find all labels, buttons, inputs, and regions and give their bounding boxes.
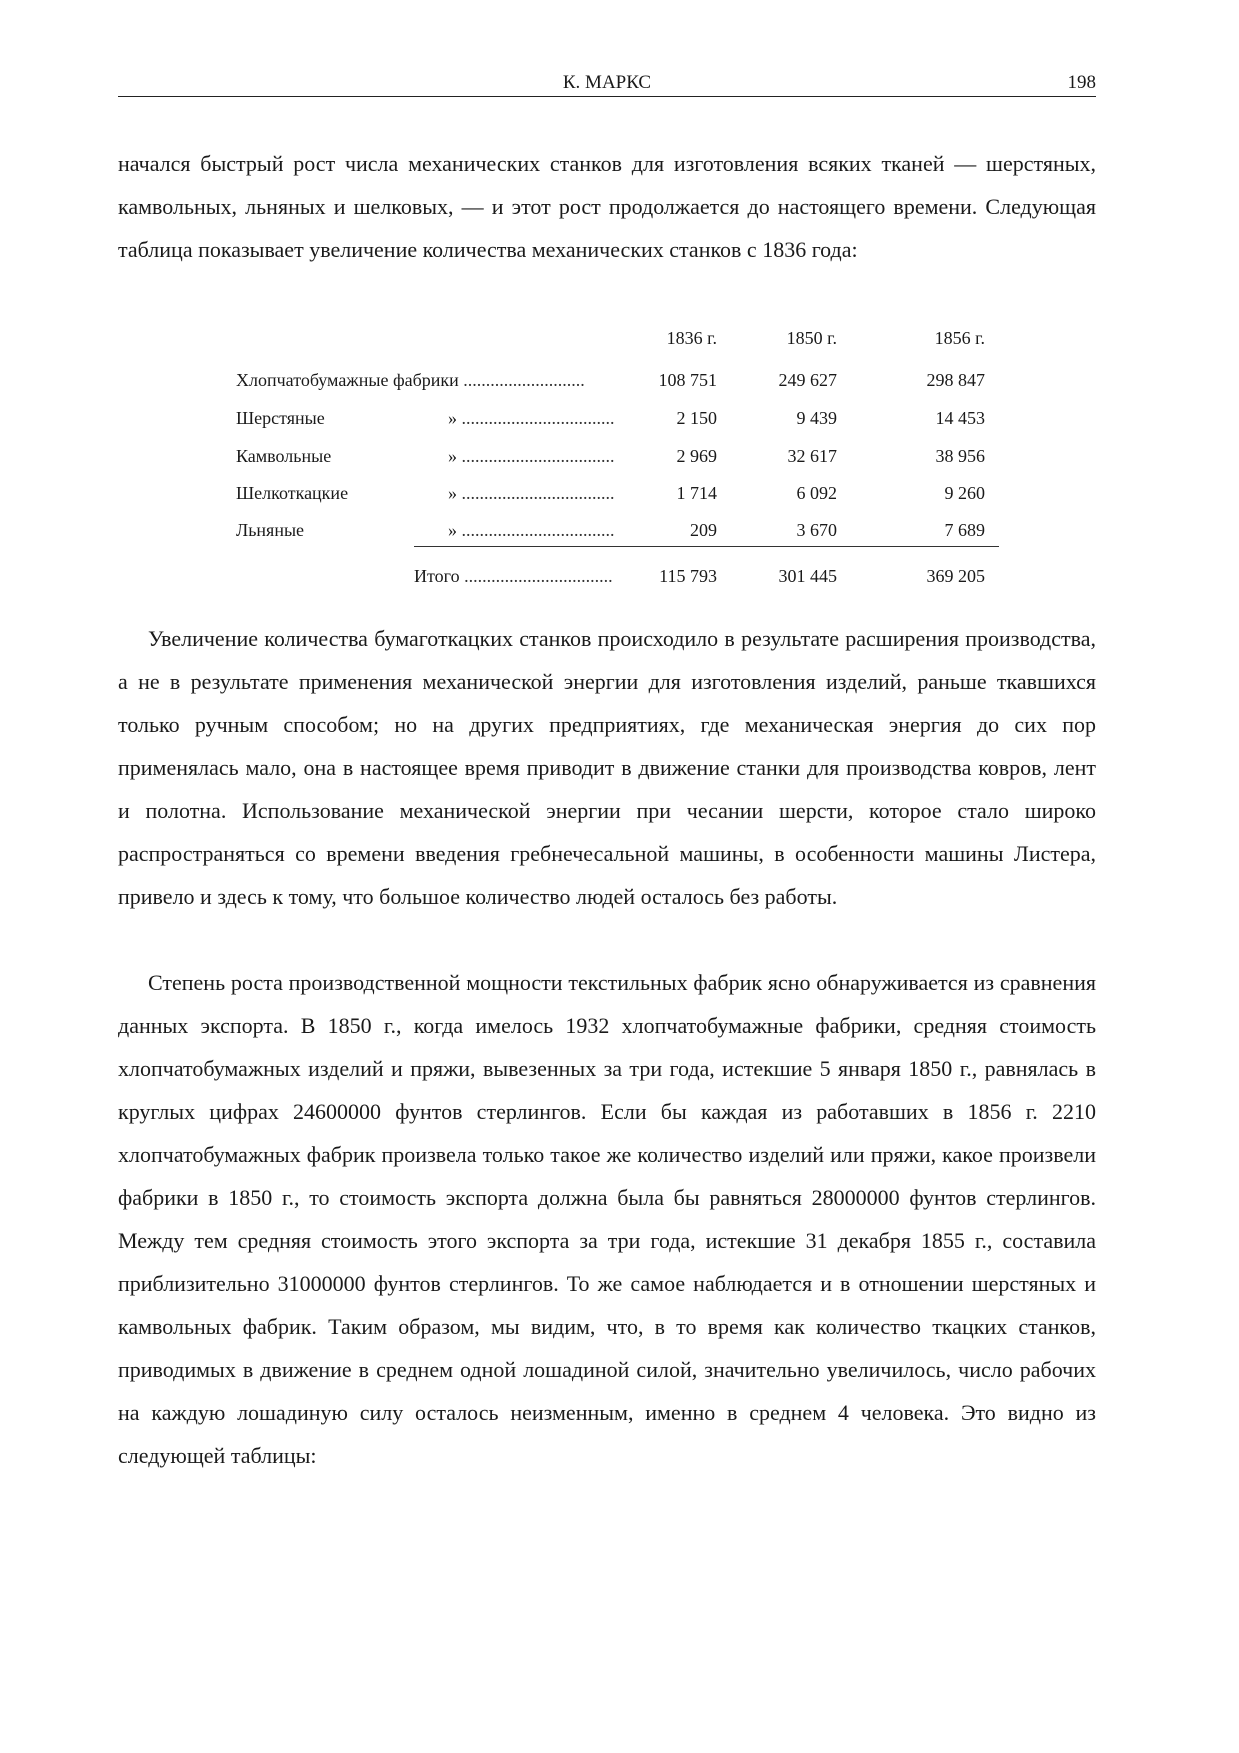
paragraph-1: начался быстрый рост числа механических станков для изготовления всяких тканей — шерстяных, камвольных, льняных и шелковых, — и этот рост продолжается до настоящего времени. Следующая таблица показывает увеличение количества механических станков с 1836 года: [118, 151, 1096, 262]
table-cell: 1 714 [676, 483, 717, 503]
ditto-mark: » .................................. [448, 520, 615, 540]
table-row-label: Льняные [236, 520, 305, 540]
total-cell: 369 205 [926, 566, 985, 586]
total-cell: 115 793 [659, 566, 717, 586]
table-cell: 249 627 [778, 370, 837, 390]
header-author: К. МАРКС [562, 72, 652, 93]
ditto-mark: » .................................. [448, 408, 615, 428]
column-header-1850: 1850 г. [786, 328, 837, 348]
table-cell: 298 847 [926, 370, 985, 390]
table-cell: 32 617 [787, 446, 837, 466]
table-cell: 108 751 [658, 370, 717, 390]
table-cell: 6 092 [796, 483, 837, 503]
table-cell: 2 969 [676, 446, 717, 466]
table-row-label: Камвольные [236, 446, 332, 466]
total-cell: 301 445 [778, 566, 837, 586]
ditto-mark: » .................................. [448, 483, 615, 503]
paragraph-2: Увеличение количества бумаготкацких станков происходило в результате расширения производства, а не в результате применения механической энергии для изготовления изделий, раньше ткавшихся только ручным способом; но на других предприятиях, где механическая энергия до сих пор применялась мало, она в настоящее время приводит в движение станки для производства ковров, лент и полотна. Использование механической энергии при чесании шерсти, которое стало широко распространяться со времени введения гребнечесальной машины, в особенности машины Листера, привело и здесь к тому, что большое количество людей осталось без работы. [118, 626, 1096, 909]
paragraph-3: Степень роста производственной мощности текстильных фабрик ясно обнаруживается из сравнения данных экспорта. В 1850 г., когда имелось 1932 хлопчатобумажные фабрики, средняя стоимость хлопчатобумажных изделий и пряжи, вывезенных за три года, истекшие 5 января 1850 г., равнялась в круглых цифрах 24600000 фунтов стерлингов. Если бы каждая из работавших в 1856 г. 2210 хлопчатобумажных фабрик произвела только такое же количество изделий или пряжи, какое произвели фабрики в 1850 г., то стоимость экспорта должна была бы равняться 28000000 фунтов стерлингов. Между тем средняя стоимость этого экспорта за три года, истекшие 31 декабря 1855 г., составила приблизительно 31000000 фунтов стерлингов. То же самое наблюдается и в отношении шерстяных и камвольных фабрик. Таким образом, мы видим, что, в то время как количество ткацких станков, приводимых в движение в среднем одной лошадиной силой, значительно увеличилось, число рабочих на каждую лошадиную силу осталось неизменным, именно в среднем 4 человека. Это видно из следующей таблицы: [118, 970, 1096, 1468]
table-cell: 38 956 [935, 446, 985, 466]
table-row-label: Шелкоткацкие [236, 483, 349, 503]
total-label: Итого ................................. [414, 566, 613, 586]
looms-table [0, 0, 1239, 600]
column-header-1856: 1856 г. [934, 328, 985, 348]
page-number: 198 [1067, 72, 1096, 93]
table-cell: 9 439 [796, 408, 837, 428]
table-cell: 7 689 [944, 520, 985, 540]
column-header-1836: 1836 г. [666, 328, 717, 348]
total-rule [414, 546, 999, 547]
table-cell: 209 [690, 520, 717, 540]
leader-dots: ........................... [458, 370, 585, 390]
ditto-mark: » .................................. [448, 446, 615, 466]
table-cell: 9 260 [944, 483, 985, 503]
table-row-label: Шерстяные [236, 408, 325, 428]
table-cell: 3 670 [796, 520, 837, 540]
table-cell: 14 453 [935, 408, 985, 428]
table-row-label: Хлопчатобумажные фабрики ........................... [236, 370, 585, 390]
table-cell: 2 150 [676, 408, 717, 428]
